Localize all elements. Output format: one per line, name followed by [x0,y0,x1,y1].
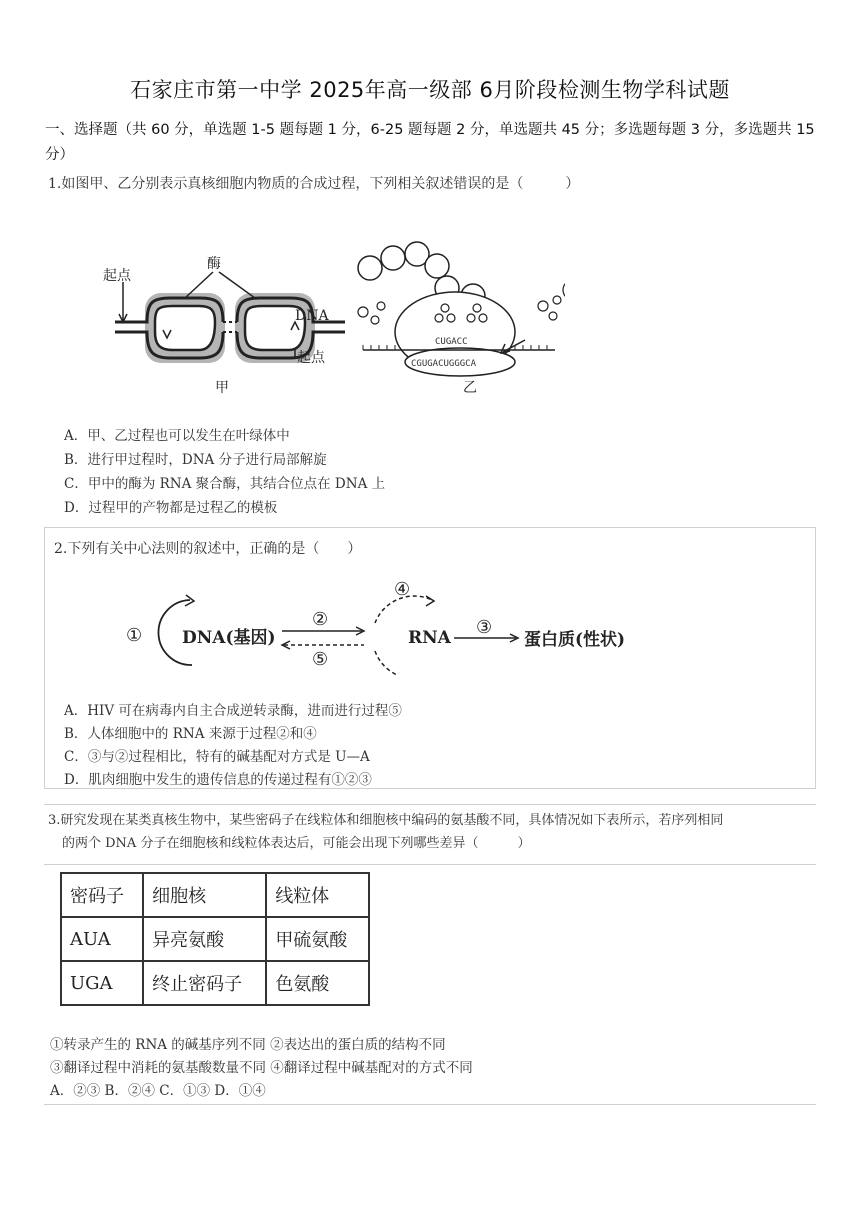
start-label: 起点 [103,268,131,284]
dna-label: DNA [295,308,329,324]
table-header-cell: 细胞核 [143,873,266,917]
label-process-2: ② [312,609,329,630]
label-process-3: ③ [476,617,493,638]
table-header-row [61,873,369,917]
label-process-5: ⑤ [312,649,329,670]
q1-option-b[interactable]: B．进行甲过程时，DNA 分子进行局部解旋 [64,452,327,468]
label-dna-gene: DNA(基因) [182,628,276,648]
q2-option-a[interactable]: A．HIV 可在病毒内自主合成逆转录酶，进而进行过程⑤ [64,703,402,719]
q2-option-d[interactable]: D．肌肉细胞中发生的遗传信息的传递过程有①②③ [64,772,372,788]
q3-stem-line2: 的两个 DNA 分子在细胞核和线粒体表达后，可能会出现下列哪些差异（ ） [62,836,531,851]
enzyme-label: 酶 [207,256,221,272]
q1-option-d[interactable]: D．过程甲的产物都是过程乙的模板 [64,500,278,516]
mrna-sequence-label: CGUGACUGGGCA [411,359,477,369]
q3-answer-options[interactable]: A．②③ B．②④ C．①③ D．①④ [50,1083,266,1099]
q2-option-c[interactable]: C．③与②过程相比，特有的碱基配对方式是 U—A [64,749,370,765]
table-cell: 终止密码子 [143,961,266,1005]
table-row [61,961,369,1005]
q2-central-dogma-figure [120,575,660,675]
q3-top-rule [44,804,816,805]
table-row [61,917,369,961]
anticodon-label: CUGACC [435,337,468,347]
q1-option-a[interactable]: A．甲、乙过程也可以发生在叶绿体中 [64,428,290,444]
table-cell: AUA [61,917,143,961]
q3-bottom-rule [44,1104,816,1105]
table-cell: 色氨酸 [266,961,369,1005]
caption-yi: 乙 [463,380,477,396]
start-label-2: 起点 [297,350,325,366]
caption-jia: 甲 [215,380,229,396]
label-process-1: ① [126,625,143,646]
section-header: 一、选择题（共 60 分，单选题 1-5 题每题 1 分，6-25 题每题 2 分，单选题共 45 分；多选题每题 3 分，多选题共 15 分） [45,122,815,163]
label-process-4: ④ [394,579,411,600]
page-title: 石家庄市第一中学 2025年高一级部 6月阶段检测生物学科试题 [130,78,730,102]
table-header-cell: 线粒体 [266,873,369,917]
codon-table [60,872,370,1006]
table-cell: 异亮氨酸 [143,917,266,961]
q1-figure [95,240,565,400]
label-rna: RNA [408,628,451,648]
q3-mid-rule [44,864,816,865]
q3-stem-line1: 3.研究发现在某类真核生物中，某些密码子在线粒体和细胞核中编码的氨基酸不同，具体情况如下表所示，若序列相同 [48,813,724,828]
q1-stem: 1.如图甲、乙分别表示真核细胞内物质的合成过程，下列相关叙述错误的是（ ） [48,176,580,192]
q2-option-b[interactable]: B．人体细胞中的 RNA 来源于过程②和④ [64,726,317,742]
label-protein-trait: 蛋白质(性状) [524,630,626,650]
q3-statements-line1: ①转录产生的 RNA 的碱基序列不同 ②表达出的蛋白质的结构不同 [50,1037,446,1053]
table-cell: 甲硫氨酸 [266,917,369,961]
translation-diagram [358,242,565,396]
table-cell: UGA [61,961,143,1005]
q3-statements-line2: ③翻译过程中消耗的氨基酸数量不同 ④翻译过程中碱基配对的方式不同 [50,1060,473,1076]
q2-stem: 2.下列有关中心法则的叙述中，正确的是（ ） [54,541,362,557]
table-header-cell: 密码子 [61,873,143,917]
q1-option-c[interactable]: C．甲中的酶为 RNA 聚合酶，其结合位点在 DNA 上 [64,476,386,492]
replication-diagram [103,256,345,396]
